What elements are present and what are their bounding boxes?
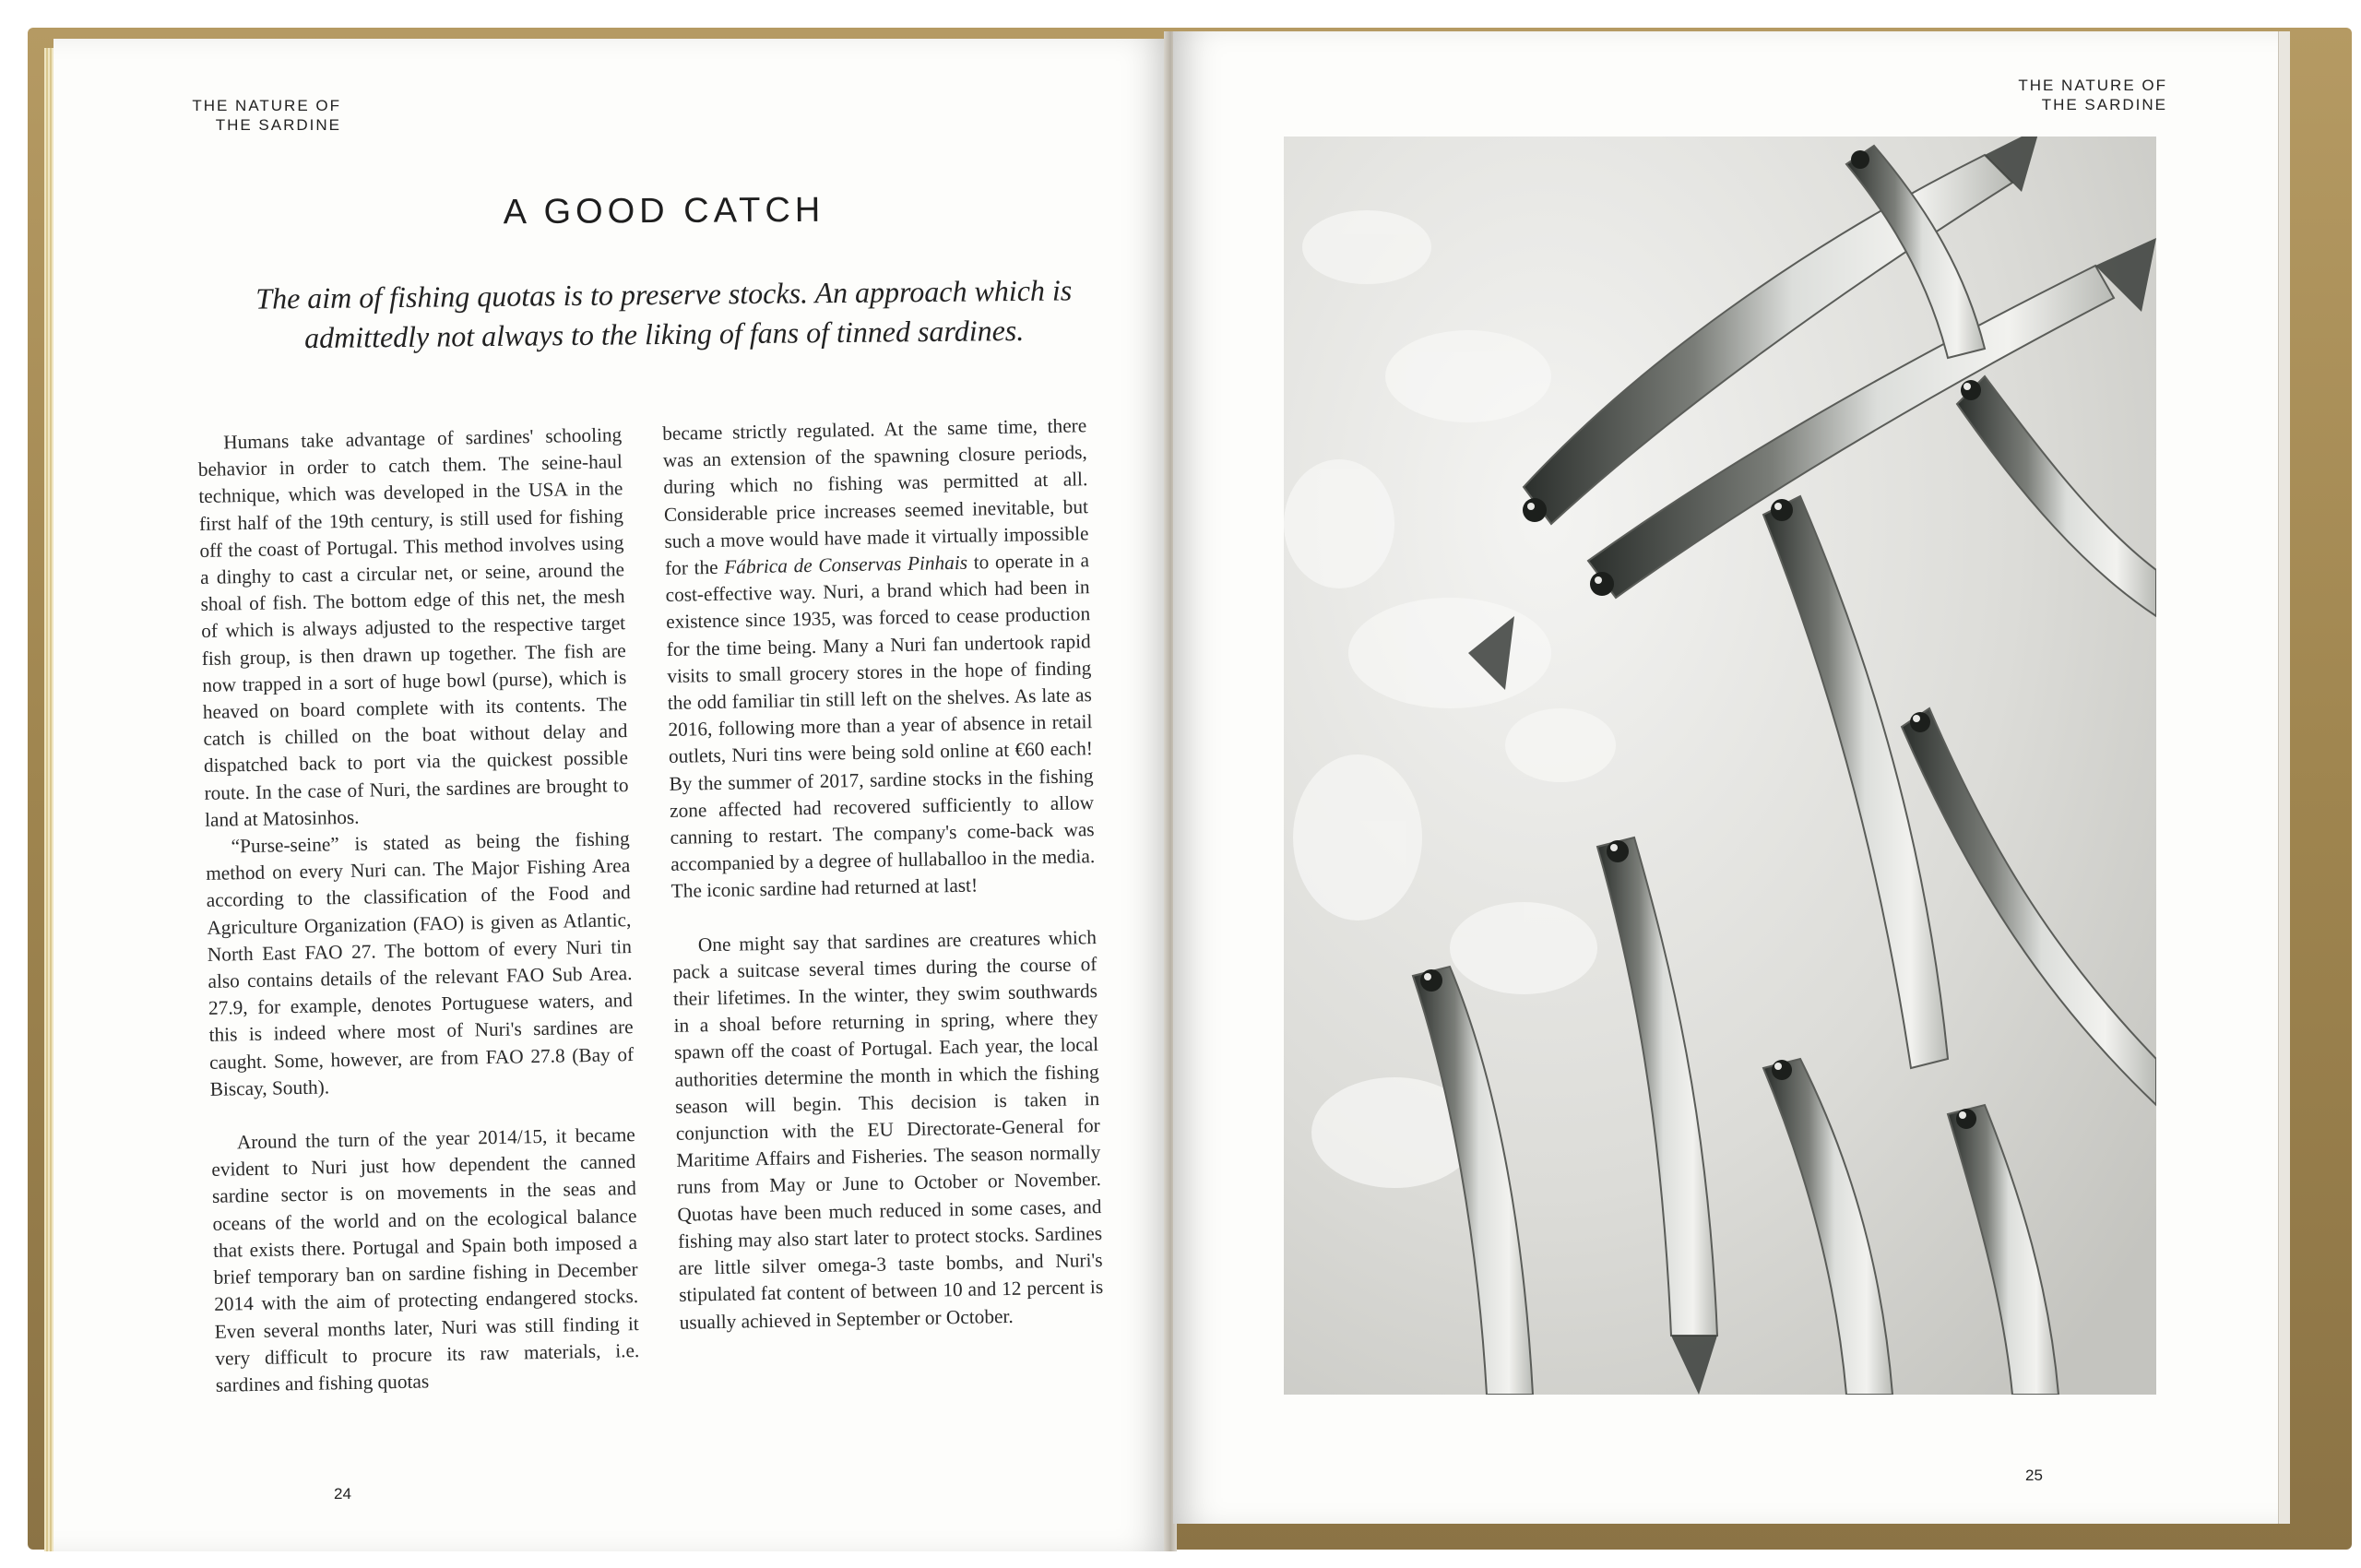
paragraph: Around the turn of the year 2014/15, it became evident to Nuri just how dependent the canned sardine sector is on movements in the seas and oceans of the world and on the ecological balance that exists there. Portugal and Spain both imposed a brief temporary ban on sardine fishing in December 2014 with the aim of protecting endangered stocks. Even several months later, Nuri was still finding it very difficult to procure its raw materials, i.e. sardines and fishing quotas [211,1123,640,1396]
paragraph: One might say that sardines are creatures which pack a suitcase several times during the course of their lifetimes. In the winter, they swim southwards in a shoal before returning in spring, where they spawn off the coast of Portugal. Each year, the local authorities determine the month in which the fishing season will begin. This decision is taken in conjunction with the EU Directorate-General for Maritime Affairs and Fisheries. The season normally runs from May or June to October or November. Quotas have been much reduced in some cases, and fishing may also start later to protect stocks. Sardines are little silver omega-3 taste bombs, and Nuri's stipulated fat content of between 10 and 12 percent is usually achieved in September or October. [672,925,1104,1334]
text-column-left [197,422,640,1399]
page-edges-right [2278,31,2290,1524]
running-head-left: THE NATURE OF THE SARDINE [192,97,341,134]
paragraph: became strictly regulated. At the same time, there was an extension of the spawning closure periods, during which no fishing was permitted at all. Considerable price increases seemed inevitable, but such a move would have made it virtually impossible for the Fábrica de Conservas Pinhais to operate in a cost-effective way. Nuri, a brand which had been in existence since 1935, was forced to cease production for the time being. Many a Nuri fan undertook rapid visits to small grocery stores in the hope of finding the odd familiar tin still left on the shelves. As late as 2016, following more than a year of absence in retail outlets, Nuri tins were being sold online at €60 each! By the summer of 2017, sardine stocks in the fishing zone affected had recovered sufficiently to allow canning to restart. The company's come-back was accompanied by a degree of hullaballoo in the media. The iconic sardine had returned at last! [662,414,1096,903]
article-standfirst: The aim of fishing quotas is to preserve stocks. An approach which is admittedly not always to the liking of fans of tinned sardines. [255,273,1073,355]
text-column-right [662,412,1104,1336]
paragraph: Humans take advantage of sardines' schooling behavior in order to catch them. The seine-haul technique, which was developed in the USA in the first half of the 19th century, is still used for fishing off the coast of Portugal. This method involves using a dinghy to cast a circular net, or seine, around the shoal of fish. The bottom edge of this net, the mesh of which is always adjusted to the respective target fish group, is then drawn up together. The fish are now trapped in a sort of huge bowl (purse), which is heaved on board complete with its contents. The catch is chilled on the boat without delay and dispatched back to port via the quickest possible route. In the case of Nuri, the sardines are brought to land at Matosinhos. [197,423,629,831]
company-name-italic: Fábrica de Conservas Pinhais [724,551,968,578]
sardines-on-ice-photo [1284,137,2156,1395]
sardines-illustration [1284,137,2156,1395]
paragraph: “Purse-seine” is stated as being the fishing method on every Nuri can. The Major Fishing Area according to the classification of the Food and Agriculture Organization (FAO) is given as Atlantic, North East FAO 27. The bottom of every Nuri tin also contains details of the relevant FAO Sub Area. 27.9, for example, denotes Portuguese waters, and this is indeed where most of Nuri's sardines are caught. Some, however, are from FAO 27.8 (Bay of Biscay, South). [206,827,635,1100]
page-number-right: 25 [2025,1467,2043,1484]
page-number-left: 24 [334,1485,351,1503]
running-head-right: THE NATURE OF THE SARDINE [2018,77,2167,113]
article-title: A GOOD CATCH [503,190,825,232]
